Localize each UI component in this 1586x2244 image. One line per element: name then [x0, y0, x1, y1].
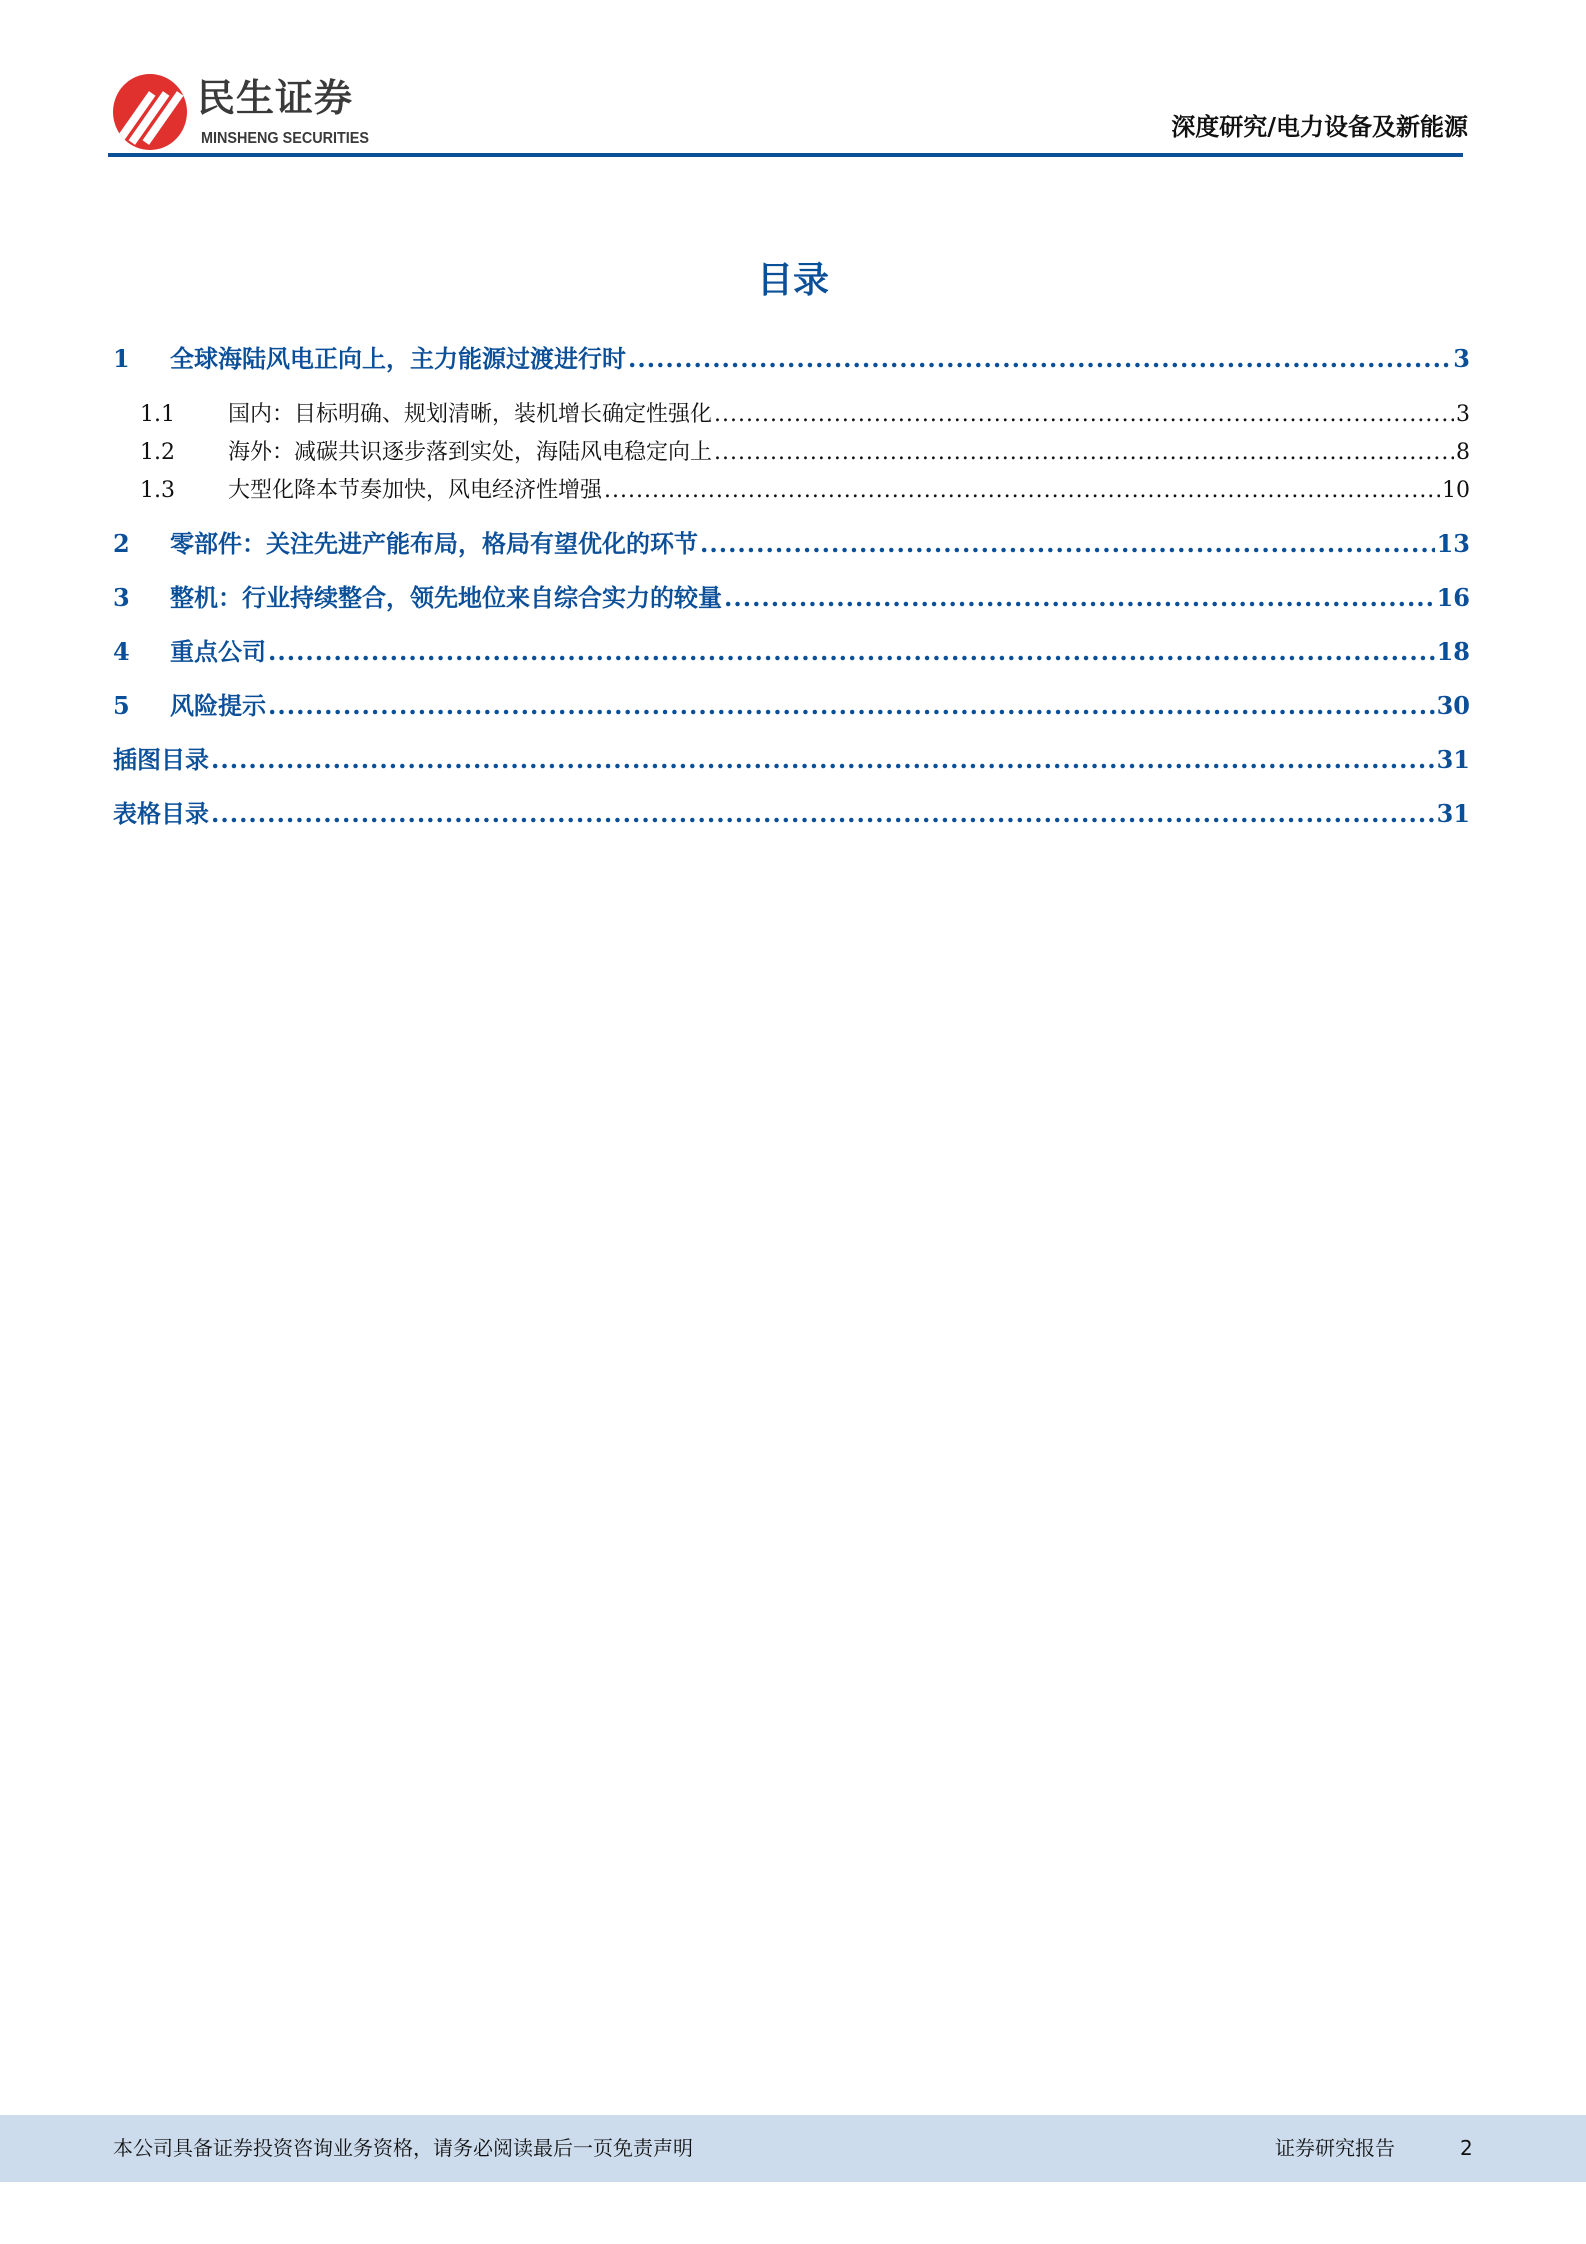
toc-entry[interactable]	[113, 400, 1470, 430]
toc-number: 1	[113, 344, 130, 373]
toc-page: 3	[1453, 344, 1470, 373]
toc-number: 1.2	[140, 440, 175, 465]
toc-entry[interactable]	[113, 343, 1470, 375]
page-title: 目录	[756, 259, 829, 301]
toc-leader	[268, 636, 1435, 668]
toc-leader	[714, 438, 1454, 468]
toc-label: 国内：目标明确、规划清晰，装机增长确定性强化	[228, 402, 713, 427]
toc-label: 零部件：关注先进产能布局，格局有望优化的环节	[170, 529, 698, 558]
toc-number: 5	[113, 691, 130, 720]
toc-leader	[714, 400, 1454, 430]
toc-label: 风险提示	[170, 691, 266, 720]
report-type: 证券研究报告	[1275, 2136, 1395, 2160]
toc-page: 3	[1456, 402, 1470, 427]
company-logo	[113, 74, 403, 154]
toc-page: 30	[1436, 691, 1470, 720]
toc-leader	[268, 690, 1435, 722]
toc-page: 10	[1442, 478, 1470, 503]
logo-name-en: MINSHENG SECURITIES	[201, 130, 370, 147]
toc-label: 海外：减碳共识逐步落到实处，海陆风电稳定向上	[228, 440, 713, 465]
toc-leader	[628, 343, 1451, 375]
logo-name-cn: 民生证券	[197, 76, 354, 120]
toc-page: 13	[1436, 529, 1470, 558]
toc-entry[interactable]	[113, 476, 1470, 506]
toc-entry[interactable]	[113, 438, 1470, 468]
toc-label: 表格目录	[113, 799, 209, 828]
toc-page: 8	[1456, 440, 1470, 465]
report-category: 深度研究/电力设备及新能源	[1171, 112, 1468, 141]
toc-number: 2	[113, 529, 130, 558]
toc-number: 1.3	[140, 478, 175, 503]
toc-page: 31	[1436, 799, 1470, 828]
toc-leader	[211, 744, 1435, 776]
toc-entry[interactable]	[113, 636, 1470, 668]
toc-leader	[211, 798, 1435, 830]
toc-number: 4	[113, 637, 130, 666]
toc-entry[interactable]	[113, 798, 1470, 830]
page-number: 2	[1460, 2136, 1473, 2160]
toc-label: 整机：行业持续整合，领先地位来自综合实力的较量	[170, 583, 722, 612]
toc-label: 全球海陆风电正向上，主力能源过渡进行时	[170, 344, 626, 373]
toc-entry[interactable]	[113, 528, 1470, 560]
header-divider	[108, 153, 1463, 157]
toc-page: 18	[1436, 637, 1470, 666]
toc-leader	[700, 528, 1435, 560]
disclaimer-text: 本公司具备证券投资咨询业务资格，请务必阅读最后一页免责声明	[113, 2136, 693, 2160]
toc-number: 1.1	[140, 402, 175, 427]
toc-number: 3	[113, 583, 130, 612]
toc-leader	[724, 582, 1435, 614]
toc-entry[interactable]	[113, 582, 1470, 614]
toc-page: 31	[1436, 745, 1470, 774]
logo-mark-icon	[113, 74, 187, 150]
toc-label: 大型化降本节奏加快，风电经济性增强	[228, 478, 603, 503]
toc-entry[interactable]	[113, 690, 1470, 722]
toc-label: 重点公司	[170, 637, 266, 666]
page-footer	[0, 2115, 1586, 2182]
toc-entry[interactable]	[113, 744, 1470, 776]
toc-leader	[604, 476, 1440, 506]
toc-page: 16	[1436, 583, 1470, 612]
toc-label: 插图目录	[113, 745, 209, 774]
